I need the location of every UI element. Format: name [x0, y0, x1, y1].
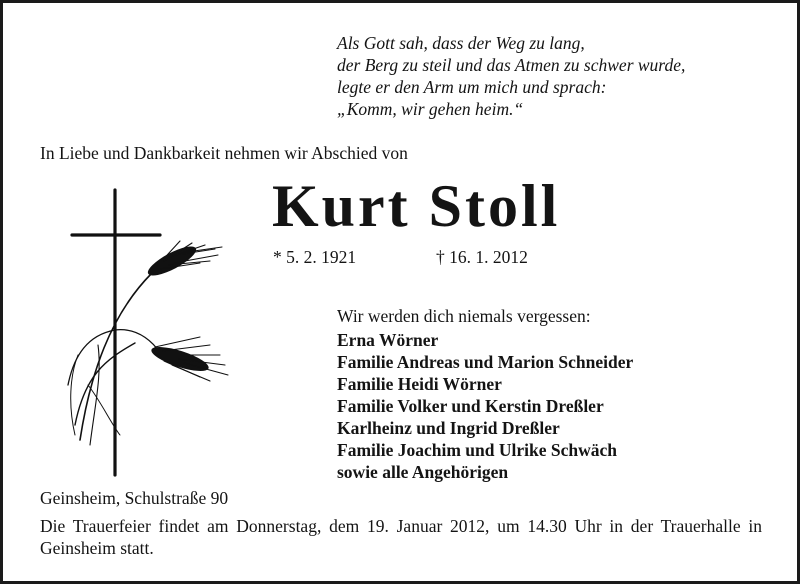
birth-date: * 5. 2. 1921 [273, 247, 357, 267]
mourner-name: Familie Andreas und Marion Schneider [337, 352, 634, 372]
mourner-name: Familie Heidi Wörner [337, 374, 502, 394]
intro-text: In Liebe und Dankbarkeit nehmen wir Abschied von [40, 143, 408, 163]
mourner-name: sowie alle Angehörigen [337, 462, 509, 482]
poem-line: Als Gott sah, dass der Weg zu lang, [337, 33, 585, 53]
deceased-name: Kurt Stoll [272, 173, 561, 239]
poem-line: „Komm, wir gehen heim.“ [337, 99, 524, 119]
poem [337, 32, 685, 120]
poem-line: legte er den Arm um mich und sprach: [337, 77, 607, 97]
mourner-name: Erna Wörner [337, 330, 439, 350]
cross-with-wheat-icon [60, 185, 250, 480]
poem-line: der Berg zu steil und das Atmen zu schwer wurde, [337, 55, 686, 75]
mourners-heading: Wir werden dich niemals vergessen: [337, 306, 591, 326]
death-date: † 16. 1. 2012 [436, 247, 528, 267]
address: Geinsheim, Schulstraße 90 [40, 488, 229, 508]
funeral-note: Die Trauerfeier findet am Donnerstag, dem 19. Januar 2012, um 14.30 Uhr in der Trauerhalle in Geinsheim statt. [40, 516, 762, 558]
mourner-name: Familie Joachim und Ulrike Schwäch [337, 440, 618, 460]
mourner-name: Familie Volker und Kerstin Dreßler [337, 396, 604, 416]
mourner-name: Karlheinz und Ingrid Dreßler [337, 418, 560, 438]
mourners-block [337, 305, 633, 483]
